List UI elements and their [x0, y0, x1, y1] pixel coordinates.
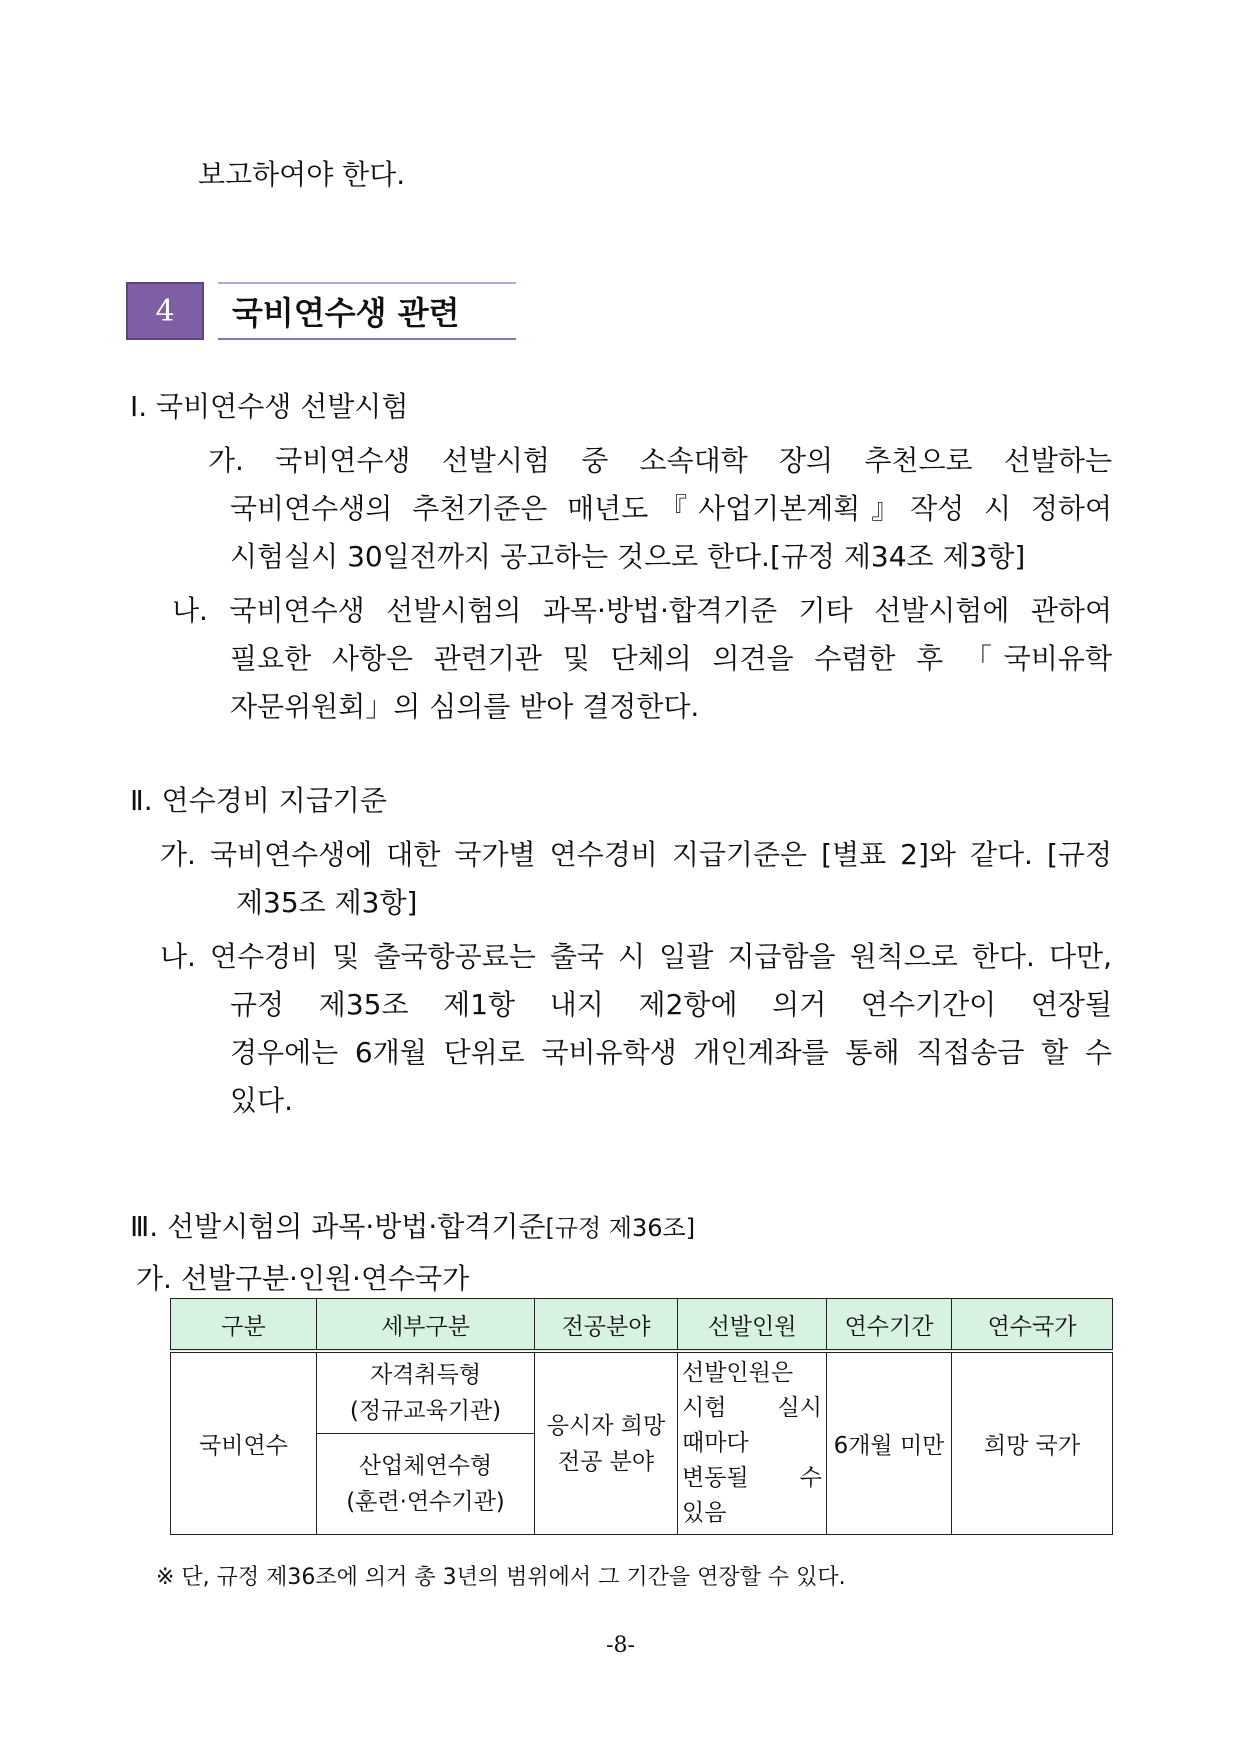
part1-na-line1: 나. 국비연수생 선발시험의 과목·방법·합격기준 기타 선발시험에 관하여 — [172, 594, 1112, 627]
part3-heading-text: Ⅲ. 선발시험의 과목·방법·합격기준 — [130, 1210, 546, 1243]
part2-na-line1: 나. 연수경비 및 출국항공료는 출국 시 일괄 지급함을 원칙으로 한다. 다만, — [160, 940, 1112, 973]
table-header: 전공분야 — [535, 1299, 678, 1352]
detail-cell-1 — [317, 1351, 535, 1434]
part1-na-line3: 자문위원회」의 심의를 받아 결정한다. — [230, 690, 700, 723]
detail-1-line1: 자격취득형 — [369, 1362, 482, 1388]
page-number: -8- — [606, 1633, 635, 1658]
country-cell: 희망 국가 — [952, 1351, 1113, 1535]
detail-1-line2: (정규교육기관) — [349, 1398, 502, 1424]
part2-na-line3: 경우에는 6개월 단위로 국비유학생 개인계좌를 통해 직접송금 할 수 — [230, 1036, 1112, 1069]
part2-na-line2: 규정 제35조 제1항 내지 제2항에 의거 연수기간이 연장될 — [230, 988, 1112, 1021]
part1-ga-line3: 시험실시 30일전까지 공고하는 것으로 한다.[규정 제34조 제3항] — [230, 540, 1026, 573]
period-cell: 6개월 미만 — [827, 1351, 952, 1535]
part3-heading — [130, 1204, 695, 1251]
selection-cell — [678, 1351, 827, 1535]
table-header-row — [171, 1299, 1113, 1352]
detail-2-line1: 산업체연수형 — [358, 1453, 493, 1479]
selection-table — [170, 1298, 1113, 1535]
major-cell — [535, 1351, 678, 1535]
table-header: 구분 — [171, 1299, 317, 1352]
selection-line3: 때마다 — [682, 1430, 749, 1456]
detail-2-line2: (훈련·연수기관) — [346, 1489, 505, 1515]
selection-line2: 시험 실시 — [682, 1395, 822, 1421]
section-title: 국비연수생 관련 — [218, 282, 516, 340]
major-line2: 전공 분야 — [557, 1448, 655, 1475]
table-header: 연수기간 — [827, 1299, 952, 1352]
selection-line4: 변동될 수 — [682, 1465, 822, 1491]
table-header: 세부구분 — [317, 1299, 535, 1352]
part3-heading-ref: [규정 제36조] — [545, 1214, 696, 1242]
part1-na-line2: 필요한 사항은 관련기관 및 단체의 의견을 수렴한 후 「국비유학 — [230, 642, 1112, 675]
part2-na-line4: 있다. — [230, 1084, 293, 1117]
section-number-box: 4 — [126, 282, 204, 340]
table-header: 선발인원 — [678, 1299, 827, 1352]
major-line1: 응시자 희망 — [546, 1412, 666, 1439]
part2-ga-line2: 제35조 제3항] — [236, 886, 418, 919]
part2-heading: Ⅱ. 연수경비 지급기준 — [130, 784, 387, 817]
carryover-line: 보고하여야 한다. — [198, 158, 406, 191]
table-row — [171, 1351, 1113, 1434]
category-cell: 국비연수 — [171, 1351, 317, 1535]
table-note: ※ 단, 규정 제36조에 의거 총 3년의 범위에서 그 기간을 연장할 수 있다. — [156, 1565, 846, 1590]
detail-cell-2 — [317, 1434, 535, 1535]
part1-ga-line1: 가. 국비연수생 선발시험 중 소속대학 장의 추천으로 선발하는 — [208, 444, 1112, 477]
part3-subheading: 가. 선발구분·인원·연수국가 — [136, 1262, 470, 1295]
part2-ga-line1: 가. 국비연수생에 대한 국가별 연수경비 지급기준은 [별표 2]와 같다. [규정 — [160, 838, 1112, 871]
table-header: 연수국가 — [952, 1299, 1113, 1352]
selection-line1: 선발인원은 — [682, 1360, 794, 1386]
part1-ga-line2: 국비연수생의 추천기준은 매년도『사업기본계획』작성 시 정하여 — [230, 492, 1112, 525]
part1-heading: Ⅰ. 국비연수생 선발시험 — [130, 390, 409, 423]
selection-line5: 있음 — [682, 1500, 727, 1526]
